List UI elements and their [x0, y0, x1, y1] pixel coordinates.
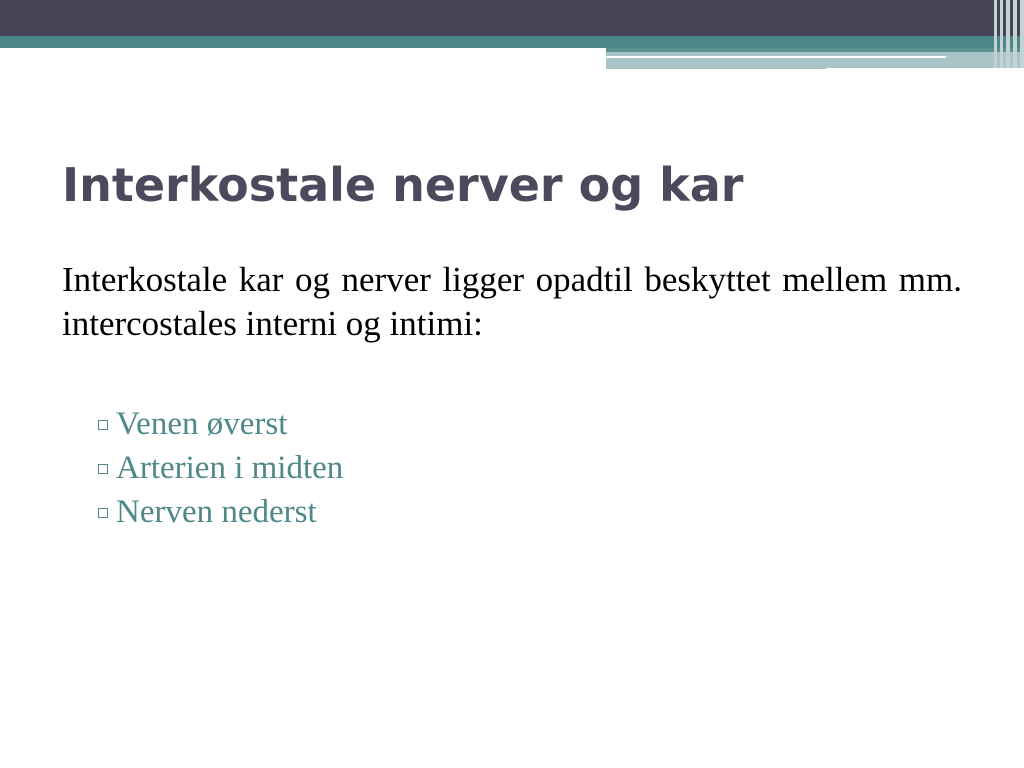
header-banner-dark: [0, 0, 1024, 36]
square-bullet-icon: [98, 464, 108, 474]
header-stripe: [1013, 0, 1017, 68]
header-stripe: [1006, 0, 1010, 68]
bullet-item: [98, 402, 343, 446]
square-bullet-icon: [98, 508, 108, 518]
bullet-text: Arterien i midten: [116, 450, 344, 486]
header-accent-line: [606, 56, 946, 58]
square-bullet-icon: [98, 420, 108, 430]
bullet-text: Venen øverst: [116, 406, 288, 442]
bullet-text: Nerven nederst: [116, 494, 317, 530]
bullet-item: [98, 446, 343, 490]
bullet-item: [98, 490, 343, 534]
header-banner-teal: [0, 36, 1024, 48]
header-stripe: [994, 0, 997, 68]
header-stripe: [1000, 0, 1003, 68]
header-accent-pale-thin: [606, 66, 826, 69]
header-stripe: [1020, 0, 1024, 68]
bullet-list: [98, 402, 343, 534]
slide-title: Interkostale nerver og kar: [62, 158, 744, 212]
slide-body-text: Interkostale kar og nerver ligger opadtil beskyttet mellem mm. intercostales interni og intimi:: [62, 260, 962, 343]
